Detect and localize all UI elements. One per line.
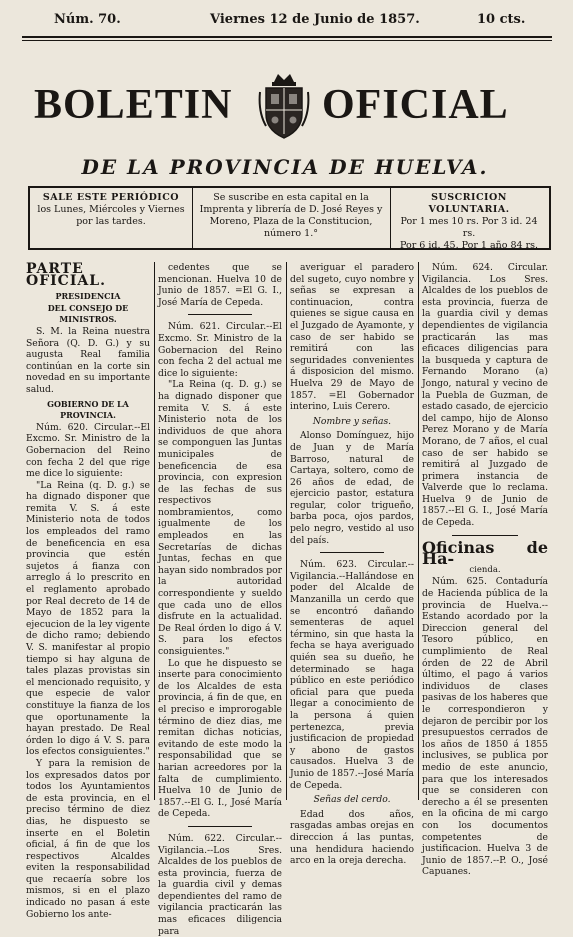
article-text: cedentes que se mencionan. Huelva 10 de Junio de 1857. =El G. I., José María de Cepeda. [158, 262, 282, 308]
article-text: Núm. 625. Contaduría de Hacienda pública de la provincia de Huelva.--Estando acordado por la Direccion general del Tesoro público, en cumplimiento de Real órden de 22 de Abril último, el pago á varios individuos de clases pasivas de los haberes que le correspondieron y dejaron de percibir por los presupuestos cerrados de los años de 1850 á 1855 inclusives, se publica por medio de este anuncio, para que los interesados que se consideren con derecho a él se presenten en la oficina de mi cargo con los documentos competentes de justificacion. Huelva 3 de Junio de 1857.--P. O., José Capuanes. [422, 576, 548, 878]
heading-nombre-senas: Nombre y señas. [312, 415, 392, 427]
issue-number: Núm. 70. [54, 12, 121, 27]
article-text: Núm. 623. Circular.--Vigilancia.--Hallándose en poder del Alcalde de Manzanilla un cerdo que se encontró dañando sementeras de aquel término, sin que hasta la fecha se haya averiguado quién sea su dueño, he determinado se haga público en este periódico oficial para que pueda llegar a conocimiento de la persona á quien pertenezca, previa justificacion de propiedad y abono de gastos causados. Huelva 3 de Junio de 1857.--José María de Cepeda. [290, 559, 414, 791]
info-divider-2 [390, 188, 391, 248]
article-divider [452, 535, 518, 536]
publication-schedule [36, 192, 186, 228]
article-text: Y para la remision de los expresados datos por todos los Ayuntamientos de esta provincia, en el preciso término de diez dias, he dispuesto se inserte en el Boletin oficial, á fin de que los respectivos Alcaldes eviten la responsabilidad que recaería sobre los mismos, si en el plazo indicado no pasan á este Gobierno los ante- [26, 757, 150, 920]
masthead-rule [22, 36, 552, 38]
column-rule-3 [418, 262, 419, 800]
subscription-box [28, 186, 551, 250]
issue-date: Viernes 12 de Junio de 1857. [210, 12, 420, 27]
heading-oficinas-hacienda: Oficinas de Ha- [422, 537, 548, 569]
heading-presidencia: PRESIDENCIA [55, 291, 121, 302]
subscription-place [198, 192, 384, 240]
article-text: "La Reina (q. D. g.) se ha dignado disponer que remita V. S. á este Ministerio nota de los individuos de que ahora se componguen las Juntas municipales de beneficencia de esa provincia, con expresion de las fechas de sus respectivos nombramientos, como igualmente de los empleados en las Secretarías de dichas Juntas, fechas en que hayan sido nombrados por la autoridad correspondiente y sueldo que cada uno de ellos disfrute en la actualidad. De Real órden lo digo á V. S. para los efectos consiguientes." [158, 379, 282, 657]
article-divider [188, 826, 252, 827]
article-text: S. M. la Reina nuestra Señora (Q. D. G.) y su augusta Real familia continúan en la corte sin novedad en su importante salud. [26, 325, 150, 395]
article-divider [320, 552, 384, 553]
article-divider [188, 314, 252, 315]
article-text: Edad dos años, rasgadas ambas orejas en direccion á las puntas, una hendidura haciendo arco en la oreja derecha. [290, 808, 414, 867]
column-3 [290, 262, 414, 867]
column-1 [26, 262, 150, 920]
title-right: OFICIAL [322, 82, 509, 128]
title-left: BOLETIN [34, 82, 233, 128]
schedule-text: los Lunes, Miércoles y Viernes por las tardes. [37, 204, 185, 227]
article-text: Núm. 620. Circular.--El Excmo. Sr. Ministro de la Gobernacion del Reino con fecha 2 del que rige me dice lo siguiente: [26, 421, 150, 480]
issue-price: 10 cts. [477, 12, 526, 27]
heading-consejo: DEL CONSEJO DE MINISTROS. [47, 302, 129, 325]
article-text: Alonso Domínguez, hijo de Juan y de María Barroso, natural de Cartaya, soltero, como de 26 años de edad, de ejercicio pastor, estatura regular, color trigueño, barba poca, ojos pardos, pelo negro, vestido al uso del país. [290, 430, 414, 546]
masthead-rule-thin [22, 40, 552, 41]
column-2 [158, 262, 282, 937]
prices-heading: SUSCRICION VOLUNTARIA. [428, 192, 510, 215]
schedule-heading: SALE ESTE PERIÓDICO [42, 192, 180, 203]
heading-senas-cerdo: Señas del cerdo. [313, 794, 391, 806]
prices-row-1: Por 1 mes 10 rs. Por 3 id. 24 rs. [400, 216, 538, 239]
column-4 [422, 262, 548, 878]
column-rule-1 [154, 262, 155, 800]
prices-row-2: Por 6 id. 45. Por 1 año 84 rs. [399, 240, 539, 251]
royal-coat-of-arms-icon [258, 72, 310, 142]
column-rule-2 [286, 262, 287, 800]
article-text: Lo que he dispuesto se inserte para conocimiento de los Alcaldes de esta provincia, á fin de que, en el preciso e improrogable término de diez dias, me remitan dichas noticias, evitando de este modo la responsabilidad que se harian acreedores por la falta de cumplimiento. Huelva 10 de Junio de 1857.--El G. I., José María de Cepeda. [158, 657, 282, 820]
masthead [22, 12, 552, 38]
article-text: "La Reina (q. D. g.) se ha dignado disponer que remita V. S. á este Ministerio nota de todos los empleados del ramo de beneficencia en esa provincia que estén sujetos á fianza con arreglo á lo prescrito en el reglamento aprobado por Real decreto de 14 de Mayo de 1852 para la ejecucion de la ley vigente de dicho ramo; debiendo V. S. manifestar al propio tiempo si hay alguna de tales plazas provistas sin el mencionado requisito, y que especie de valor constituye la fianza de los que oportunamente la hayan prestado. De Real órden lo digo á V. S. para los efectos consiguientes." [26, 479, 150, 758]
title-subtitle: DE LA PROVINCIA DE HUELVA. [81, 155, 489, 179]
subscription-prices [394, 192, 544, 252]
subscription-place-text: Se suscribe en esta capital en la Imprenta y librería de D. José Reyes y Moreno, Plaza de la Constitucion, número 1.° [199, 192, 383, 239]
heading-gobierno: GOBIERNO DE LA PROVINCIA. [47, 398, 129, 421]
article-text: Núm. 624. Circular. Vigilancia. Los Sres. Alcaldes de los pueblos de esta provincia, fuerza de la guardia civil y demas dependientes de vigilancia practicarán las mas eficaces diligencias para la busqueda y captura de Fernando Morano (a) Jongo, natural y vecino de la Puebla de Guzman, de estado casado, de ejercicio del campo, hijo de Alonso Perez Morano y de María Morano, de 7 años, el cual caso de ser habido se remitirá al Juzgado de primera instancia de Valverde que lo reclama. Huelva 9 de Junio de 1857.--El G. I., José María de Cepeda. [422, 262, 548, 529]
article-text: Núm. 622. Circular.--Vigilancia.--Los Sres. Alcaldes de los pueblos de esta provincia, fuerza de la guardia civil y demas dependientes del ramo de vigilancia practicarán las mas eficaces diligencia para [158, 832, 282, 937]
article-text: averiguar el paradero del sugeto, cuyo nombre y señas se expresan a continuacion, contra quienes se sigue causa en el Juzgado de Ayamonte, y caso de ser habido se remitirá con las seguridades convenientes á disposicion del mismo. Huelva 29 de Mayo de 1857. =El Gobernador interino, Luis Cerero. [290, 262, 414, 413]
info-divider-1 [192, 188, 193, 248]
section-heading: PARTE OFICIAL. [26, 261, 106, 289]
article-text: Núm. 621. Circular.--El Excmo. Sr. Ministro de la Gobernacion del Reino con fecha 2 del actual me dice lo siguiente: [158, 321, 282, 379]
heading-hacienda-continued: cienda. [469, 564, 501, 575]
